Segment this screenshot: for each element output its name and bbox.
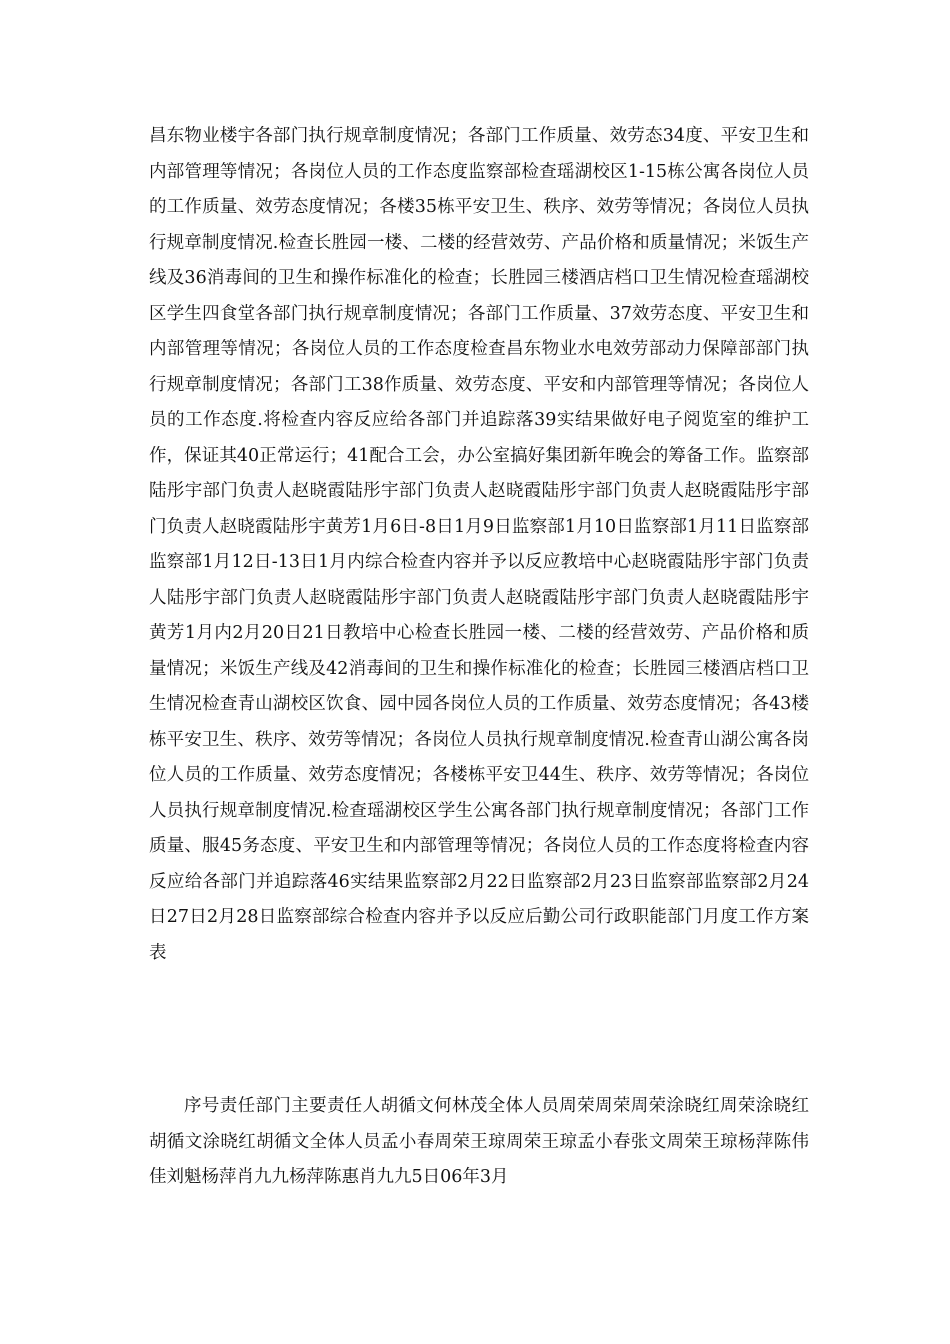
body-paragraph-responsibility-table: 序号责任部门主要责任人胡循文何林茂全体人员周荣周荣周荣涂晓红周荣涂晓红胡循文涂晓红胡循文全体人员孟小春周荣王琼周荣王琼孟小春张文周荣王琼杨萍陈伟佳刘魁杨萍肖九九杨萍陈惠肖九九5日06年3月 [149, 1096, 809, 1187]
body-paragraph-inspection-plan: 昌东物业楼宇各部门执行规章制度情况；各部门工作质量、效劳态34度、平安卫生和内部管理等情况；各岗位人员的工作态度监察部检查瑶湖校区1-15栋公寓各岗位人员的工作质量、效劳态度情况；各楼35栋平安卫生、秩序、效劳等情况；各岗位人员执行规章制度情况.检查长胜园一楼、二楼的经营效劳、产品价格和质量情况；米饭生产线及36消毒间的卫生和操作标准化的检查；长胜园三楼酒店档口卫生情况检查瑶湖校区学生四食堂各部门执行规章制度情况；各部门工作质量、37效劳态度、平安卫生和内部管理等情况；各岗位人员的工作态度检查昌东物业水电效劳部动力保障部部门执行规章制度情况；各部门工38作质量、效劳态度、平安和内部管理等情况；各岗位人员的工作态度.将检查内容反应给各部门并追踪落39实结果做好电子阅览室的维护工作，保证其40正常运行；41配合工会，办公室搞好集团新年晚会的筹备工作。监察部陆彤宇部门负责人赵晓霞陆彤宇部门负责人赵晓霞陆彤宇部门负责人赵晓霞陆彤宇部门负责人赵晓霞陆彤宇黄芳1月6日-8日1月9日监察部1月10日监察部1月11日监察部监察部1月12日-13日1月内综合检查内容并予以反应教培中心赵晓霞陆彤宇部门负责人陆彤宇部门负责人赵晓霞陆彤宇部门负责人赵晓霞陆彤宇部门负责人赵晓霞陆彤宇黄芳1月内2月20日21日教培中心检查长胜园一楼、二楼的经营效劳、产品价格和质量情况；米饭生产线及42消毒间的卫生和操作标准化的检查；长胜园三楼酒店档口卫生情况检查青山湖校区饮食、园中园各岗位人员的工作质量、效劳态度情况；各43楼栋平安卫生、秩序、效劳等情况；各岗位人员执行规章制度情况.检查青山湖公寓各岗位人员的工作质量、效劳态度情况；各楼栋平安卫44生、秩序、效劳等情况；各岗位人员执行规章制度情况.检查瑶湖校区学生公寓各部门执行规章制度情况；各部门工作质量、服45务态度、平安卫生和内部管理等情况；各岗位人员的工作态度将检查内容反应给各部门并追踪落46实结果监察部2月22日监察部2月23日监察部监察部2月24日27日2月28日监察部综合检查内容并予以反应后勤公司行政职能部门月度工作方案表 [149, 126, 809, 963]
